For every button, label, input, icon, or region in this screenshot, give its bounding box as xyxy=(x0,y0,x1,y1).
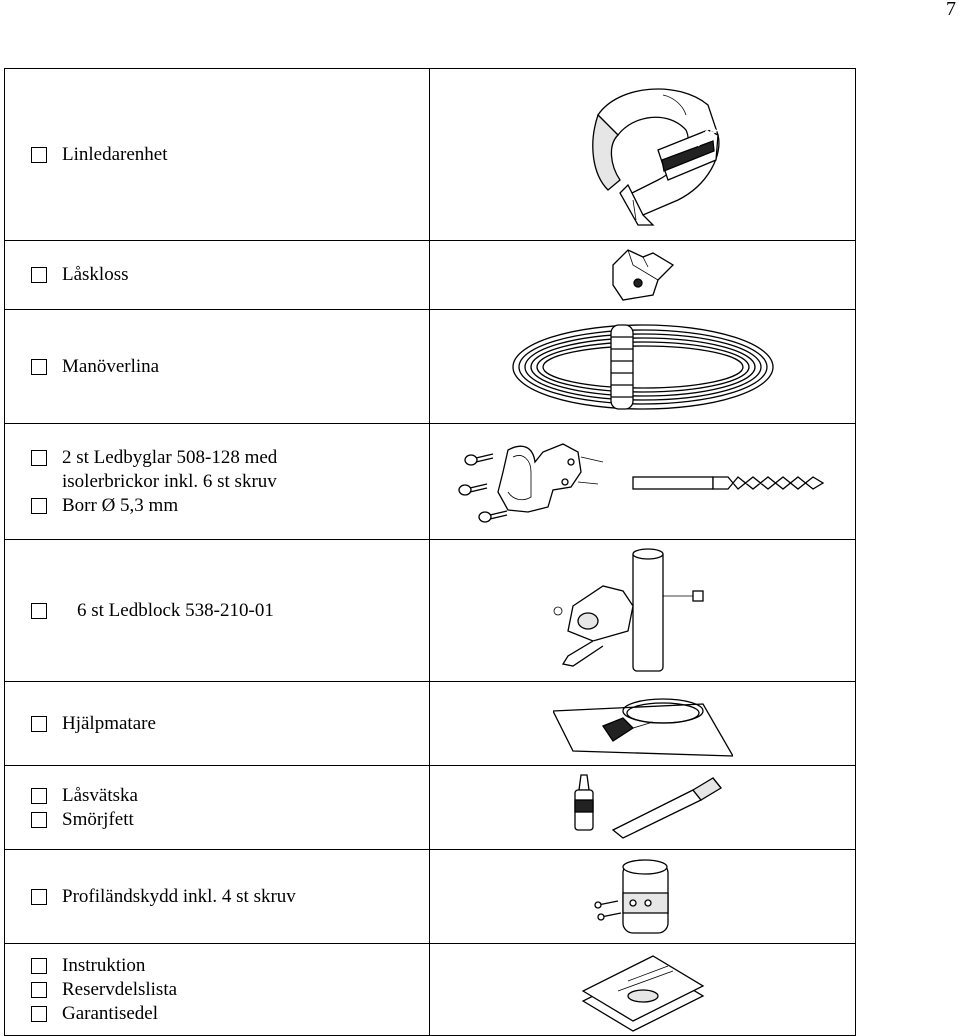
checkbox[interactable] xyxy=(31,450,47,466)
checkbox[interactable] xyxy=(31,603,47,619)
lead-block-icon xyxy=(543,546,743,676)
table-row xyxy=(5,310,856,424)
feeder-image xyxy=(430,682,856,766)
documents-image xyxy=(430,944,856,1036)
item-label: isolerbrickor inkl. 6 st skruv xyxy=(62,470,277,492)
rope-coil-image xyxy=(430,310,856,424)
brackets-and-drill-image xyxy=(430,424,856,540)
feeder-icon xyxy=(553,686,733,761)
text-cell xyxy=(5,241,430,310)
checkbox[interactable] xyxy=(31,267,47,283)
table-row xyxy=(5,69,856,241)
text-cell xyxy=(5,682,430,766)
text-cell xyxy=(5,310,430,424)
checkbox[interactable] xyxy=(31,1006,47,1022)
profile-end-guard-image xyxy=(430,850,856,944)
item-label: Borr Ø 5,3 mm xyxy=(62,494,179,516)
furling-label: FURLE xyxy=(691,116,728,149)
tube-icon xyxy=(613,778,721,838)
checkbox[interactable] xyxy=(31,716,47,732)
furling-unit-icon xyxy=(558,75,728,235)
text-cell xyxy=(5,766,430,850)
item-label: Linledarenhet xyxy=(62,143,168,165)
table-row xyxy=(5,424,856,540)
item-label: Låskloss xyxy=(62,264,129,285)
checkbox[interactable] xyxy=(31,982,47,998)
checkbox[interactable] xyxy=(31,498,47,514)
checkbox[interactable] xyxy=(31,359,47,375)
brackets-and-drill-icon xyxy=(453,432,833,532)
table-row xyxy=(5,540,856,682)
item-label: 2 st Ledbyglar 508-128 med xyxy=(62,446,278,468)
item-label: Smörjfett xyxy=(62,808,134,830)
documents-icon xyxy=(573,946,713,1034)
bottle-and-tube-image xyxy=(430,766,856,850)
checkbox[interactable] xyxy=(31,958,47,974)
text-cell xyxy=(5,944,430,1036)
table-row xyxy=(5,944,856,1036)
item-label: Låsvätska xyxy=(62,784,138,806)
page-number: 7 xyxy=(946,0,956,20)
item-label: Instruktion xyxy=(62,954,146,976)
text-cell xyxy=(5,69,430,241)
table-row xyxy=(5,682,856,766)
text-cell xyxy=(5,424,430,540)
checkbox[interactable] xyxy=(31,788,47,804)
checkbox[interactable] xyxy=(31,889,47,905)
locking-block-icon xyxy=(598,245,688,305)
text-cell xyxy=(5,540,430,682)
item-label: Hjälpmatare xyxy=(62,712,156,734)
table-row xyxy=(5,850,856,944)
screw-icon xyxy=(595,901,621,920)
profile-end-guard-icon xyxy=(593,853,693,941)
locking-block-image xyxy=(430,241,856,310)
lead-block-image xyxy=(430,540,856,682)
table-row xyxy=(5,766,856,850)
item-label: Profiländskydd inkl. 4 st skruv xyxy=(62,885,296,907)
checkbox[interactable] xyxy=(31,812,47,828)
table-row xyxy=(5,241,856,310)
rope-coil-icon xyxy=(503,317,783,417)
drill-bit-icon xyxy=(633,477,823,489)
text-cell xyxy=(5,850,430,944)
checkbox[interactable] xyxy=(31,147,47,163)
parts-checklist-table xyxy=(4,68,856,1036)
item-label: Manöverlina xyxy=(62,355,160,377)
bottle-icon xyxy=(575,775,593,830)
item-label: Reservdelslista xyxy=(62,978,178,1000)
furling-unit-image xyxy=(430,69,856,241)
bottle-and-tube-icon xyxy=(563,770,723,845)
item-label: 6 st Ledblock 538-210-01 xyxy=(77,599,274,621)
item-label: Garantisedel xyxy=(62,1002,159,1024)
